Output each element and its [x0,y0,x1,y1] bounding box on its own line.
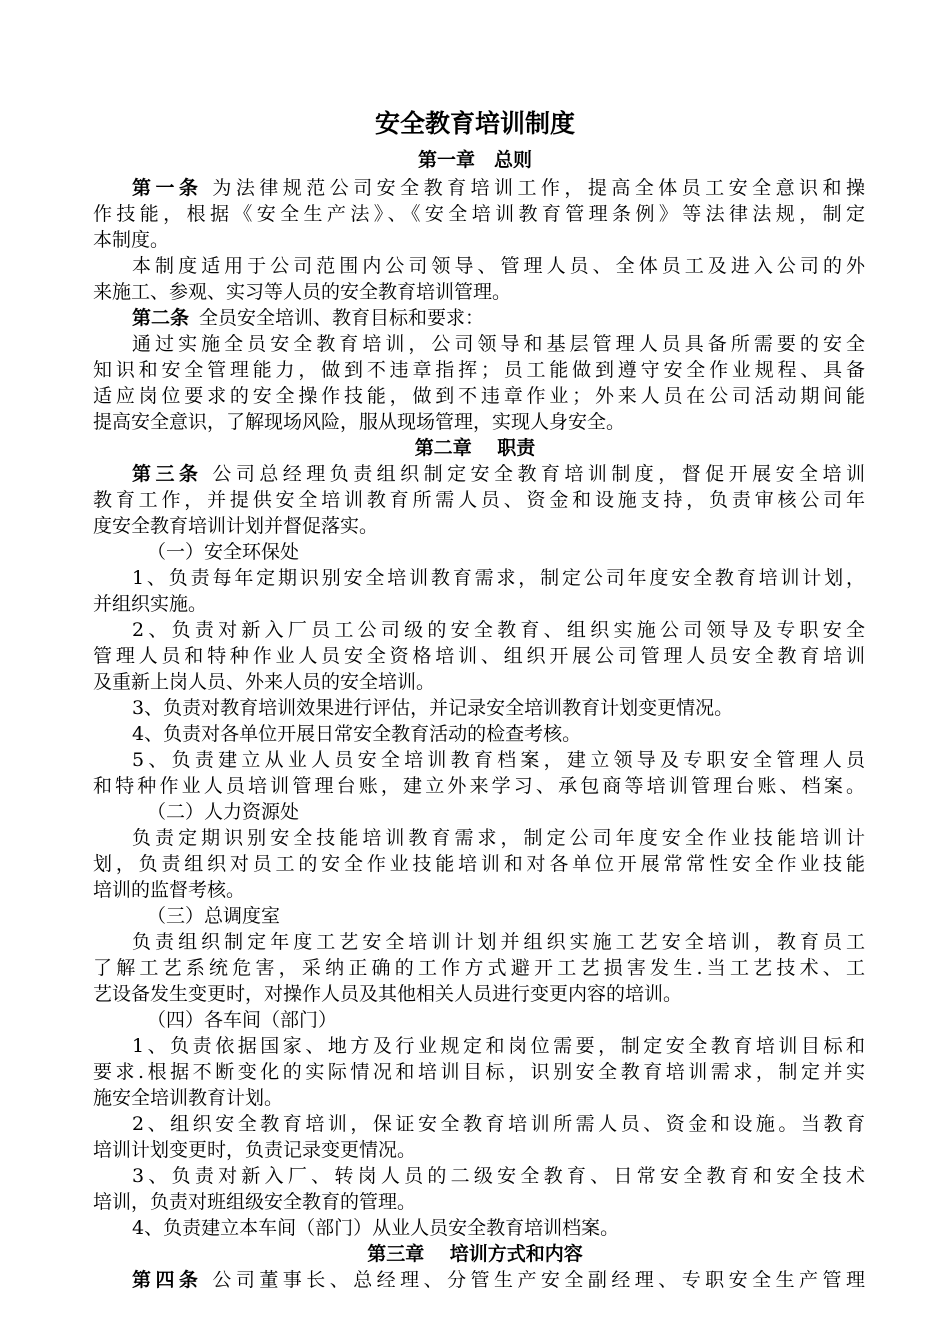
paragraph-line: 施安全培训教育计划。 [93,1087,284,1109]
paragraph-line: 通过实施全员安全教育培训，公司领导和基层管理人员具备所需要的安全 [132,333,865,355]
paragraph-line: 培训计划变更时，负责记录变更情况。 [93,1139,417,1161]
paragraph-line: 1、负责依据国家、地方及行业规定和岗位需要，制定安全教育培训目标和 [132,1035,865,1057]
paragraph-line: 4、负责建立本车间（部门）从业人员安全教育培训档案。 [132,1217,620,1239]
article-label: 第一条 [132,177,203,199]
paragraph-line: 管理人员和特种作业人员安全资格培训、组织开展公司管理人员安全教育培训 [93,645,865,667]
paragraph-line: 本制度适用于公司范围内公司领导、管理人员、全体员工及进入公司的外 [132,255,865,277]
line-text: 为法律规范公司安全教育培训工作，提高全体员工安全意识和操 [212,177,865,199]
paragraph-line: 5、负责建立从业人员安全培训教育档案，建立领导及专职安全管理人员 [132,749,865,771]
paragraph-line [132,1267,865,1293]
chapter-heading: 第一章 总则 [417,149,532,171]
section-heading: （二）人力资源处 [147,801,300,823]
paragraph-line: 2、负责对新入厂员工公司级的安全教育、组织实施公司领导及专职安全 [132,619,865,641]
paragraph-line: 划，负责组织对员工的安全作业技能培训和对各单位开展常常性安全作业技能 [93,853,865,875]
chapter-heading: 第三章 培训方式和内容 [367,1243,583,1265]
paragraph-line: 本制度。 [93,229,170,251]
paragraph-line: 培训的监督考核。 [93,879,246,901]
paragraph-line: 及重新上岗人员、外来人员的安全培训。 [93,671,436,693]
paragraph-line: 艺设备发生变更时，对操作人员及其他相关人员进行变更内容的培训。 [93,983,683,1005]
article-label: 第二条 [132,307,190,329]
paragraph-line: 要求.根据不断变化的实际情况和培训目标，识别安全教育培训需求，制定并实 [93,1061,865,1083]
paragraph-line: 3、负责对新入厂、转岗人员的二级安全教育、日常安全教育和安全技术 [132,1165,865,1187]
paragraph-line: 适应岗位要求的安全操作技能，做到不违章作业；外来人员在公司活动期间能 [93,385,865,407]
document-title: 安全教育培训制度 [374,109,575,138]
paragraph-line: 培训，负责对班组级安全教育的管理。 [93,1191,417,1213]
article-label: 第四条 [132,1269,203,1291]
paragraph-line: 度安全教育培训计划并督促落实。 [93,515,379,537]
paragraph-line: 2、组织安全教育培训，保证安全教育培训所需人员、资金和设施。当教育 [132,1113,865,1135]
line-text: 公司总经理负责组织制定安全教育培训制度，督促开展安全培训 [212,463,865,485]
line-text: 公司董事长、总经理、分管生产安全副经理、专职安全生产管理 [212,1269,865,1291]
paragraph-line: 3、负责对教育培训效果进行评估，并记录安全培训教育计划变更情况。 [132,697,734,719]
paragraph-line: 知识和安全管理能力，做到不违章指挥；员工能做到遵守安全作业规程、具备 [93,359,865,381]
paragraph-line: 提高安全意识，了解现场风险，服从现场管理，实现人身安全。 [93,411,626,433]
paragraph-line: 和特种作业人员培训管理台账，建立外来学习、承包商等培训管理台账、档案。 [93,775,865,797]
paragraph-line [132,175,865,201]
paragraph-line: 4、负责对各单位开展日常安全教育活动的检查考核。 [132,723,582,745]
paragraph-line [132,305,484,331]
paragraph-line: 来施工、参观、实习等人员的安全教育培训管理。 [93,281,512,303]
chapter-heading: 第二章 职责 [414,437,536,459]
paragraph-line: 负责定期识别安全技能培训教育需求，制定公司年度安全作业技能培训计 [132,827,865,849]
paragraph-line: 1、负责每年定期识别安全培训教育需求，制定公司年度安全教育培训计划， [132,567,865,589]
paragraph-line: 了解工艺系统危害，采纳正确的工作方式避开工艺损害发生.当工艺技术、工 [93,957,865,979]
line-text: 全员安全培训、教育目标和要求： [199,307,485,329]
paragraph-line: 作技能，根据《安全生产法》、《安全培训教育管理条例》等法律法规，制定 [93,203,865,225]
section-heading: （四）各车间（部门） [147,1009,338,1031]
section-heading: （三）总调度室 [147,905,281,927]
paragraph-line [132,461,865,487]
paragraph-line: 并组织实施。 [93,593,208,615]
section-heading: （一）安全环保处 [147,541,300,563]
paragraph-line: 负责组织制定年度工艺安全培训计划并组织实施工艺安全培训，教育员工 [132,931,865,953]
paragraph-line: 教育工作，并提供安全培训教育所需人员、资金和设施支持，负责审核公司年 [93,489,865,511]
article-label: 第三条 [132,463,203,485]
